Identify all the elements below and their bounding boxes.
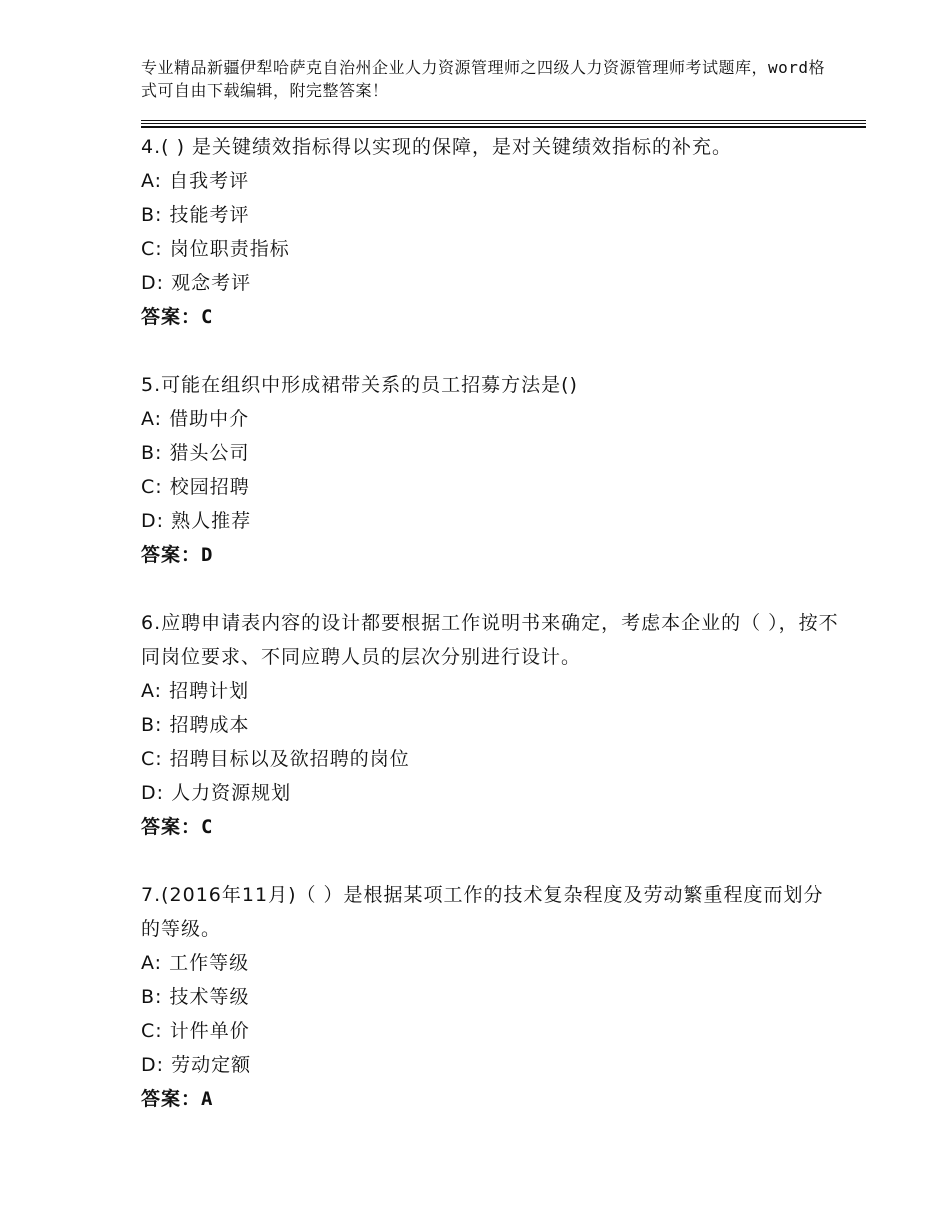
option-d: D: 熟人推荐 (141, 510, 252, 532)
question-item (141, 606, 841, 844)
option-b: B: 技能考评 (141, 204, 250, 226)
answer-label: 答案： (141, 1088, 202, 1110)
answer-line (141, 810, 841, 844)
option-c: C: 招聘目标以及欲招聘的岗位 (141, 748, 410, 770)
question-text: 6.应聘申请表内容的设计都要根据工作说明书来确定，考虑本企业的（ ），按不同岗位要求、不同应聘人员的层次分别进行设计。 (141, 612, 839, 668)
option-a: A: 借助中介 (141, 408, 250, 430)
question-text: 4.( ) 是关键绩效指标得以实现的保障，是对关键绩效指标的补充。 (141, 136, 733, 158)
answer-line (141, 300, 841, 334)
option-a: A: 工作等级 (141, 952, 250, 974)
option-d: D: 人力资源规划 (141, 782, 292, 804)
option-c: C: 岗位职责指标 (141, 238, 290, 260)
answer-value: A (201, 1088, 214, 1110)
header-divider-thick (141, 126, 866, 128)
answer-value: D (201, 544, 214, 566)
option-c: C: 校园招聘 (141, 476, 250, 498)
answer-line (141, 538, 841, 572)
option-a: A: 招聘计划 (141, 680, 250, 702)
question-item (141, 368, 841, 572)
option-c: C: 计件单价 (141, 1020, 250, 1042)
question-text: 7.(2016年11月)（ ）是根据某项工作的技术复杂程度及劳动繁重程度而划分的等级。 (141, 884, 824, 940)
answer-label: 答案： (141, 816, 202, 838)
answer-label: 答案： (141, 306, 202, 328)
question-item (141, 878, 841, 1116)
option-b: B: 技术等级 (141, 986, 250, 1008)
option-b: B: 猎头公司 (141, 442, 250, 464)
document-title: 专业精品新疆伊犁哈萨克自治州企业人力资源管理师之四级人力资源管理师考试题库，word格式可自由下载编辑，附完整答案！ (141, 58, 826, 100)
option-b: B: 招聘成本 (141, 714, 250, 736)
question-list (141, 130, 841, 1150)
answer-label: 答案： (141, 544, 202, 566)
answer-value: C (201, 306, 214, 328)
header-divider-thin (141, 123, 866, 124)
answer-line (141, 1082, 841, 1116)
option-a: A: 自我考评 (141, 170, 250, 192)
header-divider-thin (141, 120, 866, 121)
question-text: 5.可能在组织中形成裙带关系的员工招募方法是() (141, 374, 578, 396)
question-item (141, 130, 841, 334)
answer-value: C (201, 816, 214, 838)
option-d: D: 观念考评 (141, 272, 252, 294)
document-header (141, 56, 831, 102)
option-d: D: 劳动定额 (141, 1054, 252, 1076)
